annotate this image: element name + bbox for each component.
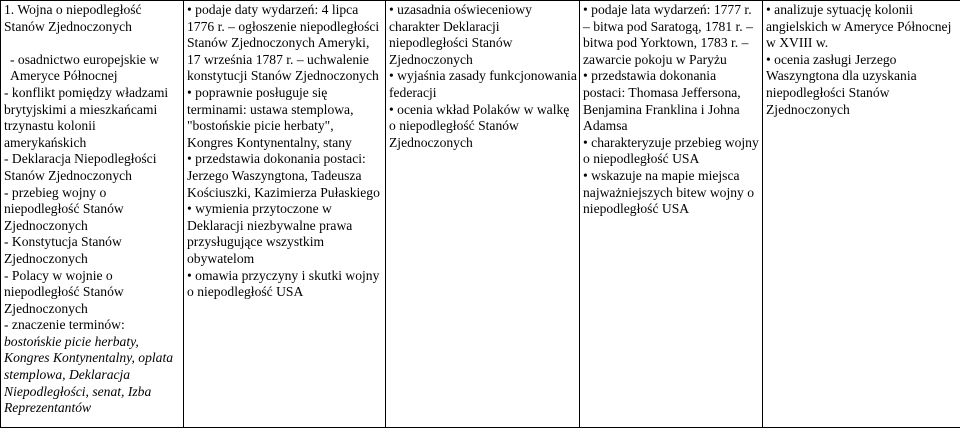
requirement-item: • charakteryzuje przebieg wojny o niepodległość USA xyxy=(583,135,760,168)
table-row xyxy=(1,1,960,428)
topic-item: - Deklaracja Niepodległości Stanów Zjednoczonych xyxy=(4,151,157,183)
topic-item: - Konstytucja Stanów Zjednoczonych xyxy=(4,234,122,266)
topic-title: 1. Wojna o niepodległość Stanów Zjednoczonych xyxy=(4,2,142,34)
requirement-item: • wymienia przytoczone w Deklaracji niezbywalne prawa przysługujące wszystkim obywatelom xyxy=(187,201,383,267)
requirement-item: • przedstawia dokonania postaci: Thomasa Jeffersona, Benjamina Franklina i Johna Adamsa xyxy=(583,68,760,134)
requirement-item: • wskazuje na mapie miejsca najważniejszych bitew wojny o niepodległość USA xyxy=(583,168,760,218)
terms-label: - znaczenie terminów: xyxy=(4,317,125,333)
requirement-item: • omawia przyczyny i skutki wojny o niepodległość USA xyxy=(187,268,383,301)
requirement-item: • poprawnie posługuje się terminami: ustawa stemplowa, "bostońskie picie herbaty", Kongres Kontynentalny, stany xyxy=(187,85,383,151)
topic-item: - osadnictwo europejskie w Ameryce Północnej xyxy=(10,51,160,84)
topic-cell xyxy=(1,1,184,428)
requirement-item: • wyjaśnia zasady funkcjonowania federacji xyxy=(389,68,577,101)
topic-item: - konflikt pomiędzy władzami brytyjskimi a mieszkańcami trzynastu kolonii amerykańskich xyxy=(4,84,169,150)
requirements-cell-extended xyxy=(386,1,580,428)
requirements-cell-advanced xyxy=(580,1,763,428)
blank-line xyxy=(4,35,181,52)
topic-item: - przebieg wojny o niepodległość Stanów Zjednoczonych xyxy=(4,184,124,233)
requirement-item: • ocenia zasługi Jerzego Waszyngtona dla uzyskania niepodległości Stanów Zjednoczonych xyxy=(766,52,958,118)
requirement-item: • uzasadnia oświeceniowy charakter Deklaracji niepodległości Stanów Zjednoczonych xyxy=(389,2,577,68)
requirement-item: • analizuje sytuację kolonii angielskich w Ameryce Północnej w XVIII w. xyxy=(766,2,958,52)
requirement-item: • przedstawia dokonania postaci: Jerzego Waszyngtona, Tadeusza Kościuszki, Kazimierza Pułaskiego xyxy=(187,151,383,201)
requirement-item: • ocenia wkład Polaków w walkę o niepodległość Stanów Zjednoczonych xyxy=(389,102,577,152)
requirements-cell-basic xyxy=(184,1,386,428)
requirement-item: • podaje lata wydarzeń: 1777 r. – bitwa pod Saratogą, 1781 r. – bitwa pod Yorktown, 1783 r. – zawarcie pokoju w Paryżu xyxy=(583,2,760,68)
terms-list: bostońskie picie herbaty, Kongres Kontynentalny, oplata stemplowa, Deklaracja Niepodległości, senat, Izba Reprezentantów xyxy=(4,333,174,416)
requirement-item: • podaje daty wydarzeń: 4 lipca 1776 r. – ogłoszenie niepodległości Stanów Zjednoczonych Ameryki, 17 września 1787 r. – uchwalenie konstytucji Stanów Zjednoczonych xyxy=(187,2,383,85)
topic-item: - Polacy w wojnie o niepodległość Stanów Zjednoczonych xyxy=(4,267,124,316)
requirements-cell-excellent xyxy=(763,1,960,428)
